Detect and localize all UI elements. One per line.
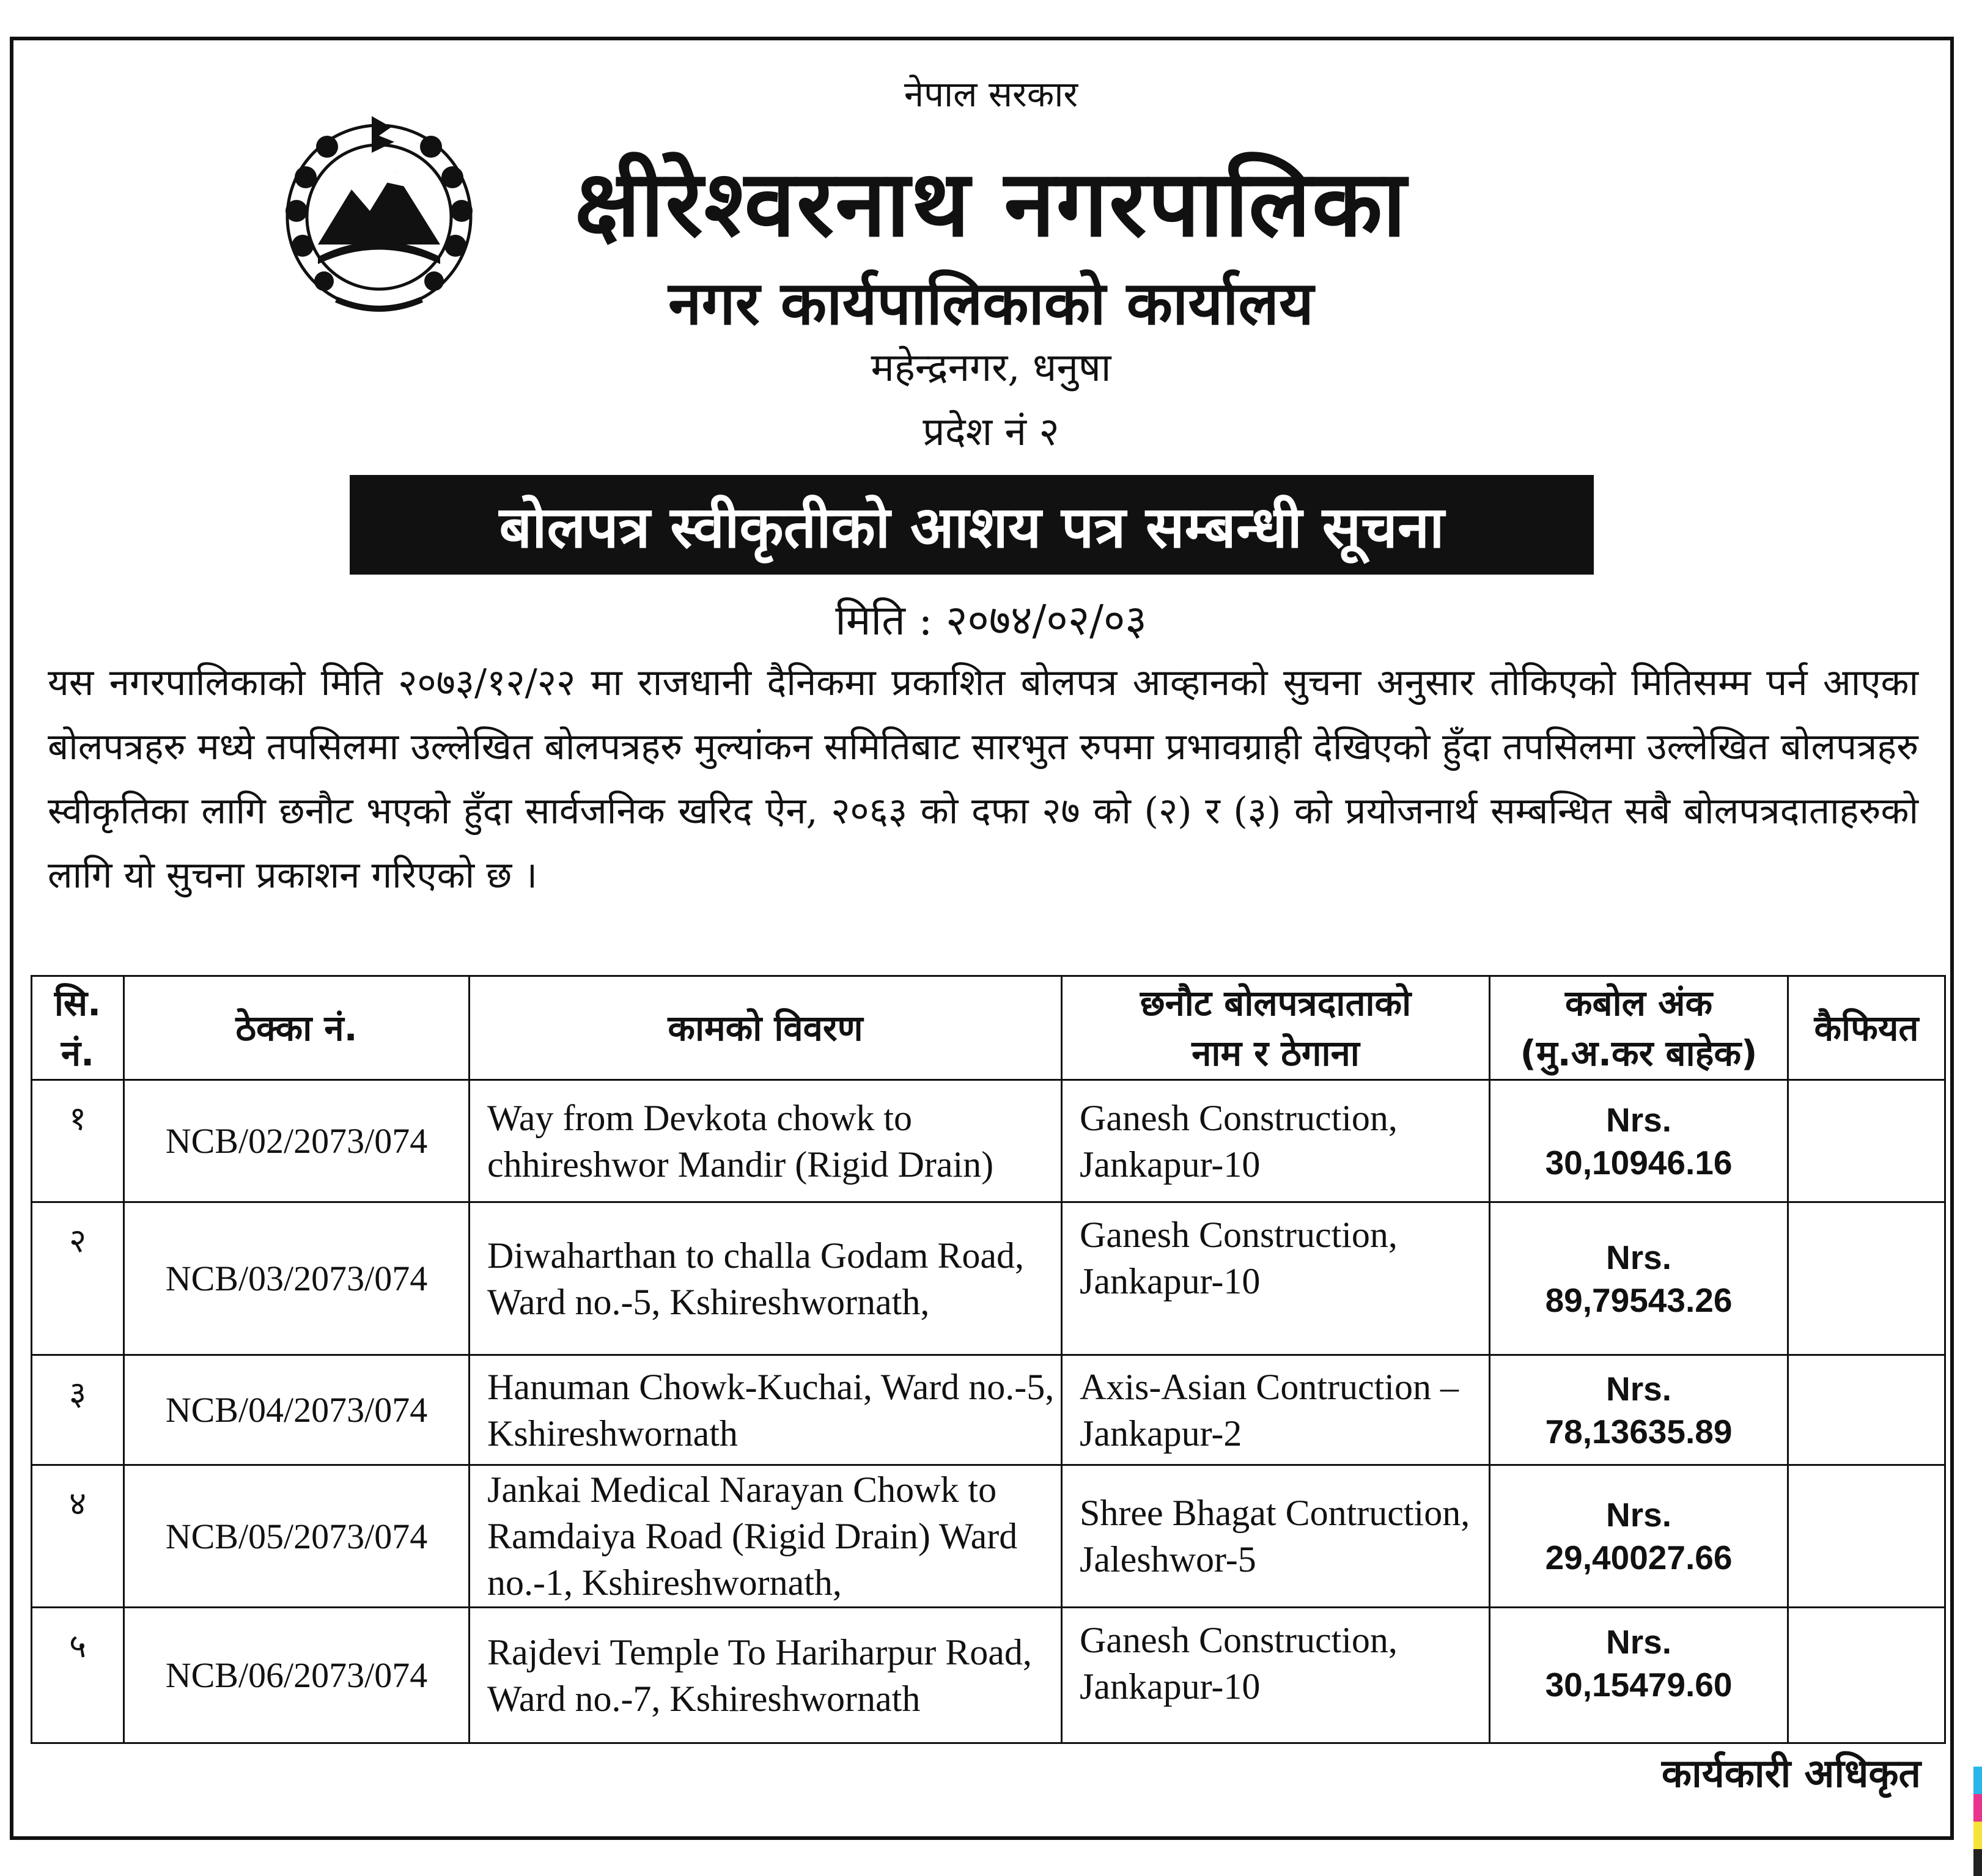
header-amount-line1: कबोल अंक (1564, 982, 1713, 1024)
row-contract: NCB/05/2073/074 (124, 1465, 470, 1608)
notice-title-banner (350, 475, 1594, 575)
row-bidder: Ganesh Construction, Jankapur-10 (1062, 1080, 1490, 1202)
row-description: Jankai Medical Narayan Chowk to Ramdaiya Road (Rigid Drain) Ward no.-1, Kshireshwornath, (470, 1465, 1062, 1608)
row-sn: ३ (32, 1355, 124, 1465)
row-amount-label: Nrs. (1606, 1100, 1671, 1139)
table-row (32, 1080, 1945, 1202)
row-amount (1490, 1465, 1788, 1608)
province-line: प्रदेश नं २ (923, 410, 1059, 455)
corner-color-strip (1973, 1767, 1982, 1876)
row-bidder: Axis-Asian Contruction – Jankapur-2 (1062, 1355, 1490, 1465)
row-remarks (1788, 1608, 1945, 1743)
row-amount-label: Nrs. (1606, 1623, 1671, 1661)
row-remarks (1788, 1080, 1945, 1202)
contracts-table (31, 975, 1946, 1744)
table-row (32, 1355, 1945, 1465)
row-amount (1490, 1202, 1788, 1355)
row-amount-value: 30,15479.60 (1545, 1666, 1733, 1704)
row-amount-value: 78,13635.89 (1545, 1412, 1733, 1451)
table-row (32, 1465, 1945, 1608)
header-amount (1490, 976, 1788, 1080)
row-amount-value: 29,40027.66 (1545, 1539, 1733, 1576)
address-line: महेन्द्रनगर, धनुषा (871, 345, 1111, 391)
row-bidder: Ganesh Construction, Jankapur-10 (1062, 1608, 1490, 1743)
row-amount (1490, 1608, 1788, 1743)
header-sn: सि. नं. (32, 976, 124, 1080)
row-remarks (1788, 1465, 1945, 1608)
row-amount-label: Nrs. (1606, 1496, 1671, 1534)
row-contract: NCB/03/2073/074 (124, 1202, 470, 1355)
notice-date: मिति : २०७४/०२/०३ (835, 597, 1147, 645)
signatory: कार्यकारी अधिकृत (1661, 1751, 1921, 1797)
header-description: कामको विवरण (470, 976, 1062, 1080)
row-description: Diwaharthan to challa Godam Road, Ward no.-5, Kshireshwornath, (470, 1202, 1062, 1355)
header-bidder (1062, 976, 1490, 1080)
header-amount-line2: (मु.अ.कर बाहेक) (1520, 1032, 1758, 1074)
municipality-title: क्षीरेश्वरनाथ नगरपालिका (574, 151, 1408, 257)
row-amount (1490, 1355, 1788, 1465)
row-bidder: Shree Bhagat Contruction, Jaleshwor-5 (1062, 1465, 1490, 1608)
row-sn: ४ (32, 1465, 124, 1608)
table-row (32, 1608, 1945, 1743)
row-amount-label: Nrs. (1606, 1369, 1671, 1408)
row-remarks (1788, 1355, 1945, 1465)
header-remarks: कैफियत (1788, 976, 1945, 1080)
table-row (32, 1202, 1945, 1355)
header-contract: ठेक्का नं. (124, 976, 470, 1080)
row-bidder: Ganesh Construction, Jankapur-10 (1062, 1202, 1490, 1355)
header-bidder-line1: छनौट बोलपत्रदाताको (1140, 982, 1412, 1024)
row-contract: NCB/04/2073/074 (124, 1355, 470, 1465)
notice-body: यस नगरपालिकाको मिति २०७३/१२/२२ मा राजधानी दैनिकमा प्रकाशित बोलपत्र आव्हानको सुचना अनुसार तोकिएको मितिसम्म पर्न आएका बोलपत्रहरु मध्ये तपसिलमा उल्लेखित बोलपत्रहरु मुल्यांकन समितिबाट सारभुत रुपमा प्रभावग्राही देखिएको हुँदा तपसिलमा उल्लेखित बोलपत्रहरु स्वीकृतिका लागि छनौट भएको हुँदा सार्वजनिक खरिद ऐन, २०६३ को दफा २७ को (२) र (३) को प्रयोजनार्थ सम्बन्धित सबै बोलपत्रदाताहरुको लागि यो सुचना प्रकाशन गरिएको छ । (48, 661, 1918, 897)
row-amount-label: Nrs. (1606, 1238, 1671, 1276)
row-contract: NCB/02/2073/074 (124, 1080, 470, 1202)
row-description: Rajdevi Temple To Hariharpur Road, Ward no.-7, Kshireshwornath (470, 1608, 1062, 1743)
notice-title: बोलपत्र स्वीकृतीको आशय पत्र सम्बन्धी सूचना (499, 494, 1445, 561)
government-heading: नेपाल सरकार (904, 73, 1078, 115)
row-amount-value: 89,79543.26 (1545, 1281, 1733, 1319)
row-sn: १ (32, 1080, 124, 1202)
row-sn: ५ (32, 1608, 124, 1743)
office-title: नगर कार्यपालिकाको कार्यालय (668, 269, 1314, 339)
row-remarks (1788, 1202, 1945, 1355)
row-sn: २ (32, 1202, 124, 1355)
row-amount-value: 30,10946.16 (1545, 1143, 1733, 1182)
row-description: Way from Devkota chowk to chhireshwor Mandir (Rigid Drain) (470, 1080, 1062, 1202)
table-header-row (32, 976, 1945, 1080)
row-description: Hanuman Chowk-Kuchai, Ward no.-5, Kshireshwornath (470, 1355, 1062, 1465)
header-bidder-line2: नाम र ठेगाना (1192, 1032, 1360, 1074)
row-contract: NCB/06/2073/074 (124, 1608, 470, 1743)
row-amount (1490, 1080, 1788, 1202)
